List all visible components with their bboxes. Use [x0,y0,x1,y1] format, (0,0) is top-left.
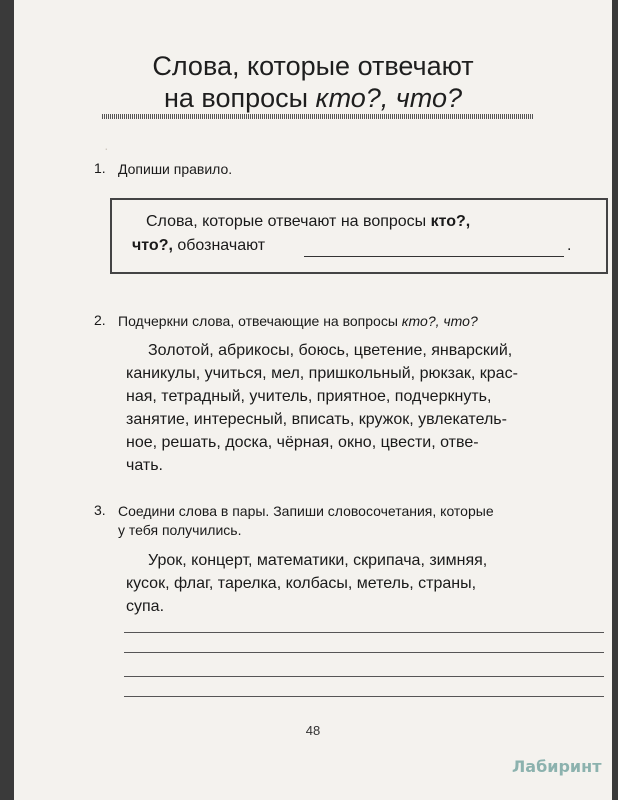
rule-question-kto: кто?, [430,213,471,230]
task-2-questions: кто?, что? [401,313,478,329]
title-line-1: Слова, которые отвечают [152,51,474,81]
task-2-word-list [126,340,606,480]
writing-line[interactable] [124,652,604,653]
word-line: Урок, концерт, математики, скрипача, зимняя, [148,552,488,569]
writing-line[interactable] [124,632,604,633]
task-2-number: 2. [94,312,106,328]
workbook-page [14,0,612,800]
task-3-number: 3. [94,502,106,518]
word-line: каникулы, учиться, мел, пришкольный, рюкзак, крас- [126,365,518,382]
task-3-instruction-1: Соедини слова в пары. Запиши словосочетания, которые [118,503,494,519]
word-line: занятие, интересный, вписать, кружок, увлекатель- [126,411,507,428]
title-questions: кто?, что? [315,83,463,113]
word-line: супа. [126,598,165,615]
task-2-instruction [118,312,478,331]
rule-answer-blank[interactable] [304,256,564,257]
page-number: 48 [305,723,321,738]
word-line: Золотой, абрикосы, боюсь, цветение, январский, [148,342,513,359]
publisher-watermark: Лабиринт [512,757,602,776]
writing-line[interactable] [124,676,604,677]
task-3-instruction-2: у тебя получились. [118,522,242,538]
title-line-2-plain: на вопросы [163,83,316,113]
task-2-text: Подчеркни слова, отвечающие на вопросы [118,313,402,329]
task-1-instruction: Допиши правило. [118,161,233,177]
task-3-word-list [126,550,606,620]
rule-text-2: обозначают [172,237,266,254]
task-1-number: 1. [94,160,106,176]
rule-question-chto: что?, [132,237,173,254]
rule-text-1: Слова, которые отвечают на вопросы [146,213,431,230]
word-line: кусок, флаг, тарелка, колбасы, метель, страны, [126,575,477,592]
rule-line-1 [146,210,470,234]
word-line: ная, тетрадный, учитель, приятное, подчеркнуть, [126,388,492,405]
writing-line[interactable] [124,696,604,697]
word-line: чать. [126,457,163,474]
title-line-2 [14,82,612,115]
bleed-through: · [104,140,109,156]
title-underline [102,114,534,119]
rule-line-2 [132,234,265,258]
word-line: ное, решать, доска, чёрная, окно, цвести, отве- [126,434,479,451]
rule-end-dot: . [567,237,572,254]
